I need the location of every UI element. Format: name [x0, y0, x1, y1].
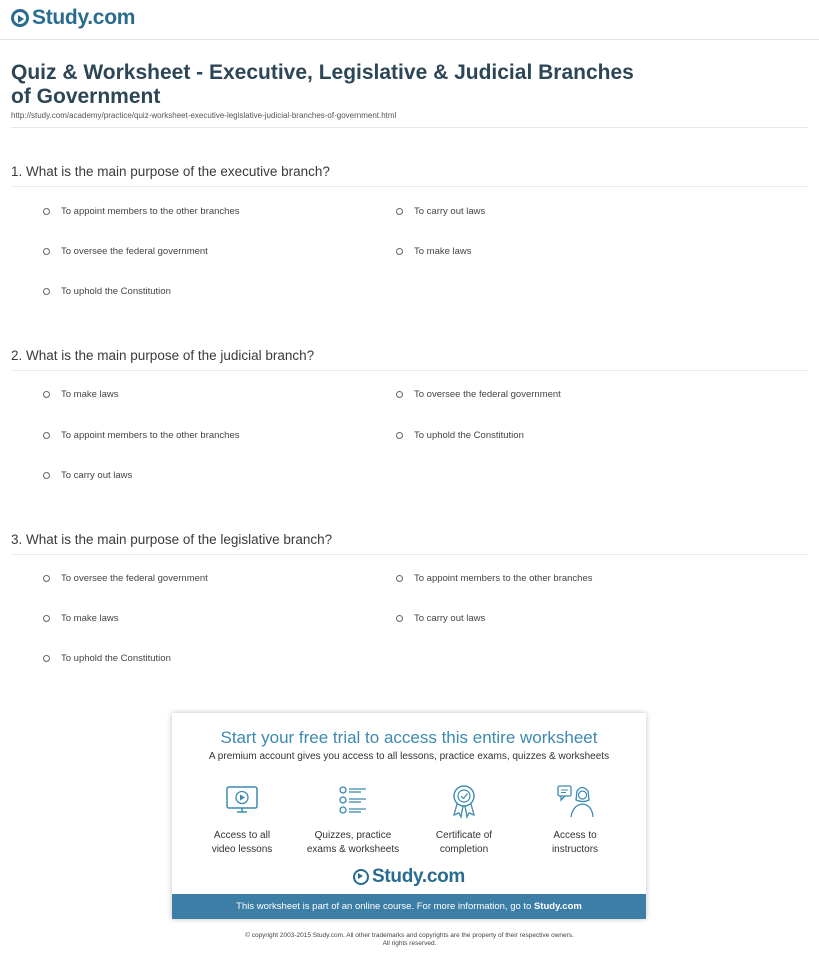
- option-label: To oversee the federal government: [61, 573, 208, 584]
- promo-footer-bar: [172, 894, 646, 919]
- radio-button-icon[interactable]: [396, 248, 403, 255]
- answer-option[interactable]: [396, 613, 485, 624]
- radio-button-icon[interactable]: [43, 615, 50, 622]
- radio-button-icon[interactable]: [396, 208, 403, 215]
- video-lesson-icon: [222, 781, 262, 821]
- option-label: To uphold the Constitution: [61, 286, 171, 297]
- page-title: Quiz & Worksheet - Executive, Legislative & Judicial Branches of Government: [11, 61, 634, 108]
- answer-option[interactable]: [43, 206, 240, 217]
- copyright-notice: [150, 932, 669, 948]
- answer-option[interactable]: [396, 389, 561, 400]
- option-label: To make laws: [414, 246, 472, 257]
- question-2: [11, 348, 808, 518]
- radio-button-icon[interactable]: [43, 575, 50, 582]
- option-label: To make laws: [61, 613, 119, 624]
- feature-certificate: [409, 781, 519, 857]
- question-divider: [11, 186, 808, 187]
- question-divider: [11, 370, 808, 371]
- question-text: 1. What is the main purpose of the executive branch?: [11, 164, 330, 179]
- answer-option[interactable]: [43, 430, 240, 441]
- option-label: To carry out laws: [414, 613, 486, 624]
- answer-option[interactable]: [396, 430, 524, 441]
- question-3: [11, 532, 808, 702]
- question-1: [11, 164, 808, 334]
- radio-button-icon[interactable]: [396, 575, 403, 582]
- option-label: To carry out laws: [414, 206, 486, 217]
- option-label: To appoint members to the other branches: [61, 206, 240, 217]
- question-divider: [11, 554, 808, 555]
- logo-text: Study.com: [32, 6, 136, 29]
- option-label: To carry out laws: [61, 470, 133, 481]
- question-text: 2. What is the main purpose of the judicial branch?: [11, 348, 315, 363]
- answer-option[interactable]: [43, 389, 119, 400]
- option-label: To oversee the federal government: [414, 389, 561, 400]
- option-label: To appoint members to the other branches: [61, 430, 240, 441]
- promo-subheading: A premium account gives you access to all lessons, practice exams, quizzes & worksheets: [208, 751, 610, 762]
- rights-line: All rights reserved.: [382, 940, 437, 947]
- feature-label: Access to all video lessons: [211, 830, 273, 855]
- radio-button-icon[interactable]: [43, 248, 50, 255]
- question-text: 3. What is the main purpose of the legislative branch?: [11, 532, 333, 547]
- radio-button-icon[interactable]: [396, 391, 403, 398]
- copyright-line: © copyright 2003-2015 Study.com. All other trademarks and copyrights are the property of their respective owners.: [245, 932, 574, 939]
- certificate-icon: [444, 781, 484, 821]
- option-label: To oversee the federal government: [61, 246, 208, 257]
- answer-option[interactable]: [43, 286, 171, 297]
- feature-quizzes: [298, 781, 408, 857]
- promo-study-logo[interactable]: [172, 866, 646, 888]
- list-icon: [333, 781, 373, 821]
- radio-button-icon[interactable]: [43, 208, 50, 215]
- answer-option[interactable]: [396, 246, 472, 257]
- header-divider: [0, 39, 819, 40]
- radio-button-icon[interactable]: [43, 432, 50, 439]
- option-label: To appoint members to the other branches: [414, 573, 593, 584]
- study-link[interactable]: Study.com: [533, 901, 582, 912]
- instructor-icon: [555, 781, 595, 821]
- logo-text: Study.com: [371, 866, 465, 887]
- radio-button-icon[interactable]: [43, 472, 50, 479]
- answer-option[interactable]: [396, 573, 593, 584]
- source-url[interactable]: http://study.com/academy/practice/quiz-worksheet-executive-legislative-judicial-branches-of-government.html: [11, 111, 397, 120]
- feature-label: Quizzes, practice exams & worksheets: [306, 830, 400, 855]
- feature-label: Access to instructors: [551, 830, 599, 855]
- radio-button-icon[interactable]: [43, 288, 50, 295]
- answer-option[interactable]: [43, 653, 171, 664]
- option-label: To uphold the Constitution: [61, 653, 171, 664]
- answer-option[interactable]: [43, 470, 132, 481]
- option-label: To uphold the Constitution: [414, 430, 524, 441]
- promo-heading[interactable]: Start your free trial to access this entire worksheet: [220, 728, 598, 747]
- play-circle-icon: [353, 869, 369, 885]
- radio-button-icon[interactable]: [396, 432, 403, 439]
- radio-button-icon[interactable]: [396, 615, 403, 622]
- feature-video-lessons: [187, 781, 297, 857]
- radio-button-icon[interactable]: [43, 391, 50, 398]
- feature-label: Certificate of completion: [435, 830, 493, 855]
- feature-instructors: [520, 781, 630, 857]
- free-trial-promo: [172, 713, 646, 919]
- answer-option[interactable]: [43, 246, 208, 257]
- play-circle-icon: [11, 9, 29, 27]
- radio-button-icon[interactable]: [43, 655, 50, 662]
- answer-option[interactable]: [43, 613, 119, 624]
- option-label: To make laws: [61, 389, 119, 400]
- answer-option[interactable]: [43, 573, 208, 584]
- title-divider: [11, 127, 808, 128]
- study-logo[interactable]: [11, 6, 135, 30]
- promo-footer-text: This worksheet is part of an online course. For more information, go to: [236, 901, 532, 912]
- answer-option[interactable]: [396, 206, 485, 217]
